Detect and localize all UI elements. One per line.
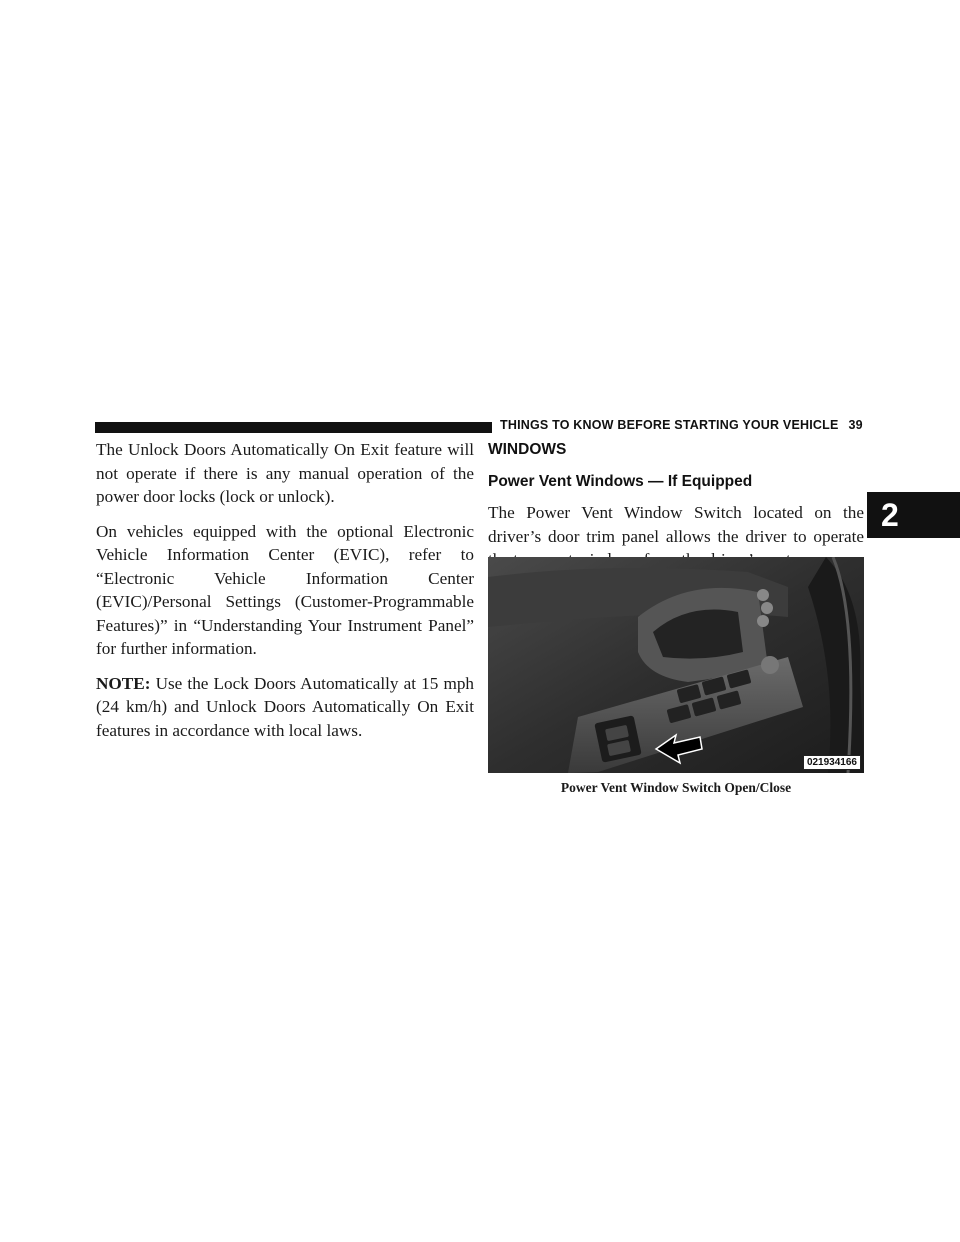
figure-caption: Power Vent Window Switch Open/Close bbox=[560, 780, 792, 795]
note-text: Use the Lock Doors Automatically at 15 mph (24 km/h) and Unlock Doors Automatically On Exit features in accordance with local laws. bbox=[96, 673, 475, 740]
chapter-tab: 2 bbox=[867, 492, 960, 538]
paragraph-evic: On vehicles equipped with the optional Electronic Vehicle Information Center (EVIC), refer to “Electronic Vehicle Information Center (EVIC)/Personal Settings (Customer-Programmable Features)” in “Understanding Your Instrument Panel” for further information. bbox=[96, 521, 474, 658]
door-panel-photo bbox=[488, 557, 864, 773]
paragraph-vent-windows: The Power Vent Window Switch located on the driver’s door trim panel allows the driver to operate bbox=[488, 503, 864, 546]
paragraph-unlock-exit: The Unlock Doors Automatically On Exit feature will not operate if there is any manual operation of the power door locks (lock or unlock). bbox=[96, 440, 474, 506]
right-column bbox=[488, 438, 864, 572]
subsection-heading: Power Vent Windows — If Equipped bbox=[488, 473, 753, 490]
page-number: 39 bbox=[848, 418, 863, 432]
running-header bbox=[500, 418, 863, 432]
note-label: NOTE: bbox=[96, 673, 151, 693]
header-rule bbox=[95, 422, 492, 433]
section-title: THINGS TO KNOW BEFORE STARTING YOUR VEHICLE bbox=[500, 418, 839, 432]
note-paragraph bbox=[96, 672, 474, 743]
image-id-label: 021934166 bbox=[803, 755, 861, 770]
section-heading: WINDOWS bbox=[488, 441, 567, 458]
left-column bbox=[96, 438, 474, 753]
door-panel-illustration bbox=[488, 557, 864, 773]
